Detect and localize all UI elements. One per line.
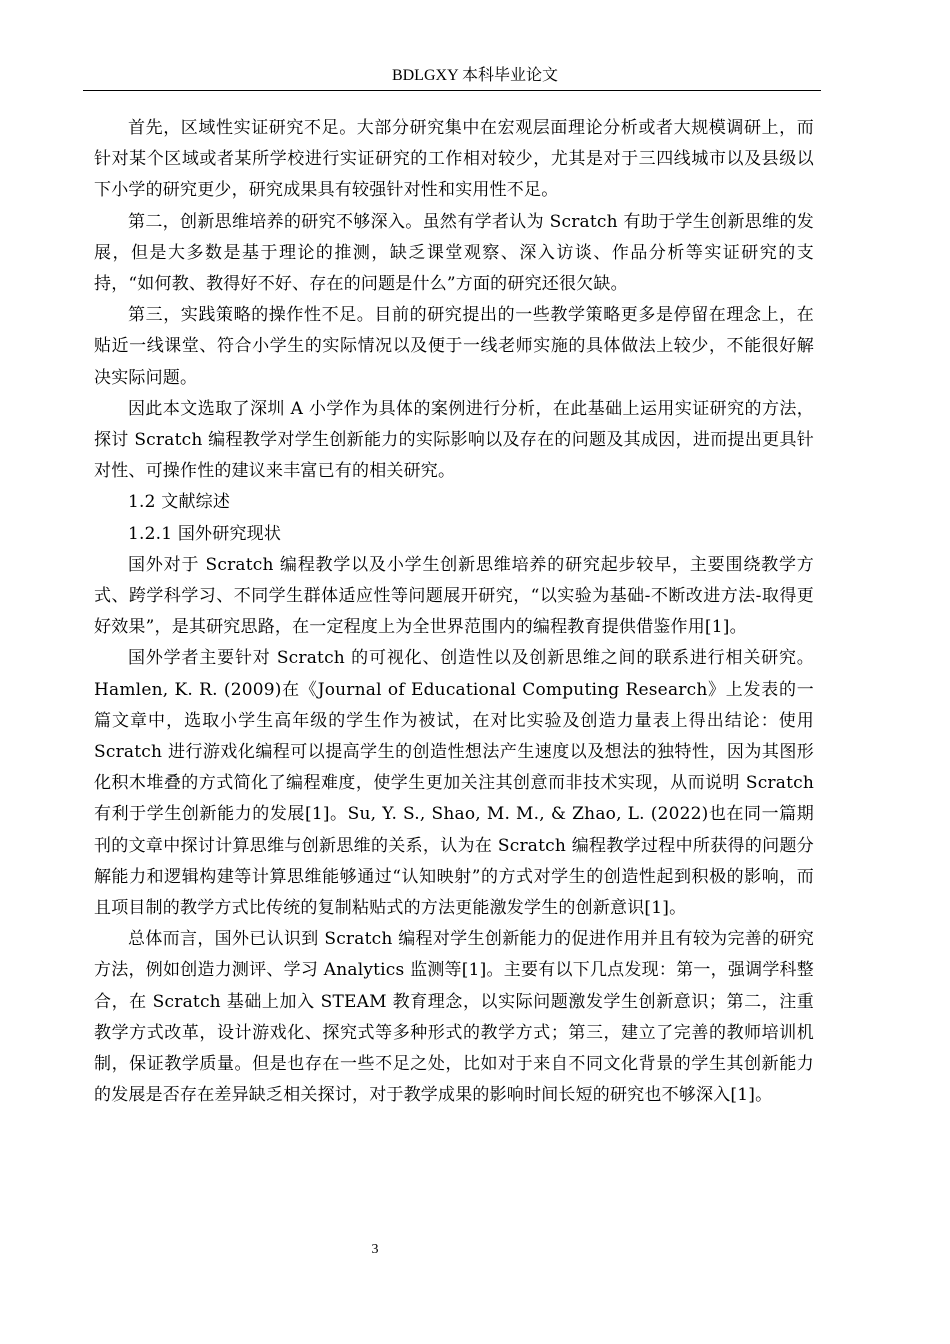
section-heading: 1.2 文献综述 [128,492,231,513]
page-number: 3 [371,1242,379,1257]
paragraph: 国外对于 Scratch 编程教学以及小学生创新思维培养的研究起步较早，主要围绕教学方式、跨学科学习、不同学生群体适应性等问题展开研究，“以实验为基础-不断改进方法-取得更好效果”，是其研究思路，在一定程度上为全世界范围内的编程教育提供借鉴作用[1]。 [94,554,814,638]
paragraph: 第二，创新思维培养的研究不够深入。虽然有学者认为 Scratch 有助于学生创新思维的发展，但是大多数是基于理论的推测，缺乏课堂观察、深入访谈、作品分析等实证研究的支持，“如何教、教得好不好、存在的问题是什么”方面的研究还很欠缺。 [94,211,814,295]
paragraph: 第三，实践策略的操作性不足。目前的研究提出的一些教学策略更多是停留在理念上，在贴近一线课堂、符合小学生的实际情况以及便于一线老师实施的具体做法上较少，不能很好解决实际问题。 [94,305,814,388]
paragraph: 因此本文选取了深圳 A 小学作为具体的案例进行分析，在此基础上运用实证研究的方法，探讨 Scratch 编程教学对学生创新能力的实际影响以及存在的问题及其成因，进而提出更具针对性、可操作性的建议来丰富已有的相关研究。 [94,398,814,482]
page-body [94,113,814,1112]
running-header: BDLGXY 本科毕业论文 [391,67,559,84]
subsection-heading: 1.2.1 国外研究现状 [128,523,282,544]
paragraph: 国外学者主要针对 Scratch 的可视化、创造性以及创新思维之间的联系进行相关研究。Hamlen, K. R. (2009)在《Journal of Educational Computing Research》上发表的一篇文章中，选取小学生高年级的学生作为被试，在对比实验及创造力量表上得出结论：使用 Scratch 进行游戏化编程可以提高学生的创造性想法产生速度以及想法的独特性，因为其图形化积木堆叠的方式简化了编程难度，使学生更加关注其创意而非技术实现，从而说明 Scratch 有利于学生创新能力的发展[1]。Su, Y. S., Shao, M. M., & Zhao, L. (2022)也在同一篇期刊的文章中探讨计算思维与创新思维的关系，认为在 Scratch 编程教学过程中所获得的问题分解能力和逻辑构建等计算思维能够通过“认知映射”的方式对学生的创造性起到积极的影响，而且项目制的教学方式比传统的复制粘贴式的方法更能激发学生的创新意识[1]。 [94,648,814,919]
paragraph: 总体而言，国外已认识到 Scratch 编程对学生创新能力的促进作用并且有较为完善的研究方法，例如创造力测评、学习 Analytics 监测等[1]。主要有以下几点发现：第一，强调学科整合，在 Scratch 基础上加入 STEAM 教育理念，以实际问题激发学生创新意识；第二，注重教学方式改革，设计游戏化、探究式等多种形式的教学方式；第三，建立了完善的教师培训机制，保证教学质量。但是也存在一些不足之处，比如对于来自不同文化背景的学生其创新能力的发展是否存在差异缺乏相关探讨，对于教学成果的影响时间长短的研究也不够深入[1]。 [94,929,814,1106]
header-rule [83,90,821,91]
paragraph: 首先，区域性实证研究不足。大部分研究集中在宏观层面理论分析或者大规模调研上，而针对某个区域或者某所学校进行实证研究的工作相对较少，尤其是对于三四线城市以及县级以下小学的研究更少，研究成果具有较强针对性和实用性不足。 [94,118,814,201]
